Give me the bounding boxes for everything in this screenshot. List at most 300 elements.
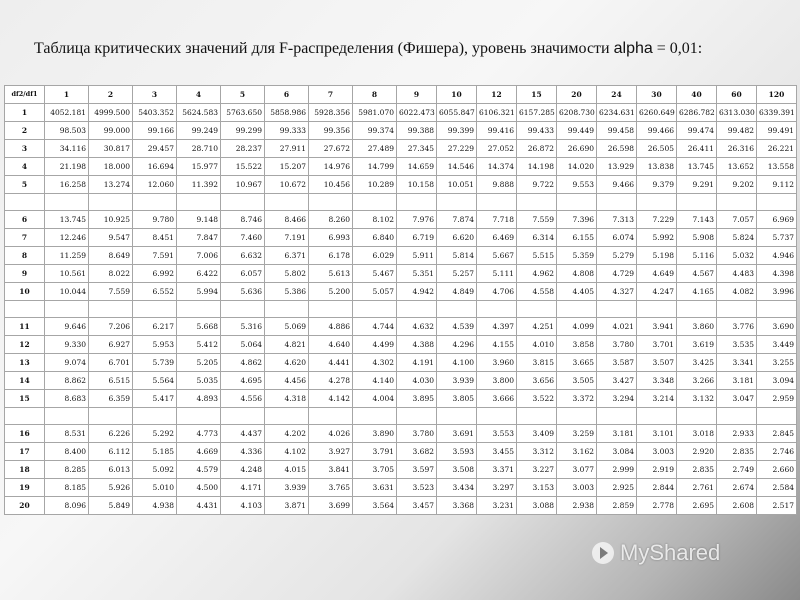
critical-value-cell: 5.636 — [221, 283, 265, 301]
critical-value-cell: 27.052 — [477, 140, 517, 158]
critical-value-cell: 4.251 — [517, 318, 557, 336]
group-separator — [5, 301, 797, 318]
critical-value-cell: 6.112 — [89, 443, 133, 461]
title-alpha: alpha — [613, 40, 653, 57]
critical-value-cell: 5.069 — [265, 318, 309, 336]
empty-cell — [221, 194, 265, 211]
critical-value-cell: 5.824 — [717, 229, 757, 247]
row-header: 5 — [5, 176, 45, 194]
critical-value-cell: 3.941 — [637, 318, 677, 336]
critical-value-cell: 3.535 — [717, 336, 757, 354]
empty-cell — [677, 408, 717, 425]
critical-value-cell: 9.291 — [677, 176, 717, 194]
critical-value-cell: 3.682 — [397, 443, 437, 461]
critical-value-cell: 3.077 — [557, 461, 597, 479]
critical-value-cell: 5.200 — [309, 283, 353, 301]
critical-value-cell: 2.999 — [597, 461, 637, 479]
critical-value-cell: 10.967 — [221, 176, 265, 194]
critical-value-cell: 6.217 — [133, 318, 177, 336]
critical-value-cell: 6.178 — [309, 247, 353, 265]
critical-value-cell: 6.552 — [133, 283, 177, 301]
critical-value-cell: 5.010 — [133, 479, 177, 497]
empty-cell — [597, 408, 637, 425]
f-distribution-table — [4, 85, 797, 515]
row-header: 13 — [5, 354, 45, 372]
table-row — [5, 354, 797, 372]
critical-value-cell: 3.409 — [517, 425, 557, 443]
critical-value-cell: 3.368 — [437, 497, 477, 515]
critical-value-cell: 9.330 — [45, 336, 89, 354]
critical-value-cell: 4.248 — [221, 461, 265, 479]
critical-value-cell: 3.266 — [677, 372, 717, 390]
critical-value-cell: 4.327 — [597, 283, 637, 301]
critical-value-cell: 14.020 — [557, 158, 597, 176]
critical-value-cell: 5.667 — [477, 247, 517, 265]
table-row — [5, 336, 797, 354]
critical-value-cell: 99.449 — [557, 122, 597, 140]
empty-cell — [557, 408, 597, 425]
critical-value-cell: 99.416 — [477, 122, 517, 140]
row-header: 2 — [5, 122, 45, 140]
critical-value-cell: 5.316 — [221, 318, 265, 336]
critical-value-cell: 6.226 — [89, 425, 133, 443]
column-header: 2 — [89, 86, 133, 104]
critical-value-cell: 4.669 — [177, 443, 221, 461]
empty-cell — [557, 194, 597, 211]
empty-cell — [397, 194, 437, 211]
table-row — [5, 211, 797, 229]
critical-value-cell: 5.564 — [133, 372, 177, 390]
critical-value-cell: 2.844 — [637, 479, 677, 497]
critical-value-cell: 9.466 — [597, 176, 637, 194]
critical-value-cell: 5.111 — [477, 265, 517, 283]
critical-value-cell: 4999.500 — [89, 104, 133, 122]
critical-value-cell: 2.920 — [677, 443, 717, 461]
critical-value-cell: 5.185 — [133, 443, 177, 461]
critical-value-cell: 5.198 — [637, 247, 677, 265]
critical-value-cell: 3.691 — [437, 425, 477, 443]
critical-value-cell: 2.761 — [677, 479, 717, 497]
critical-value-cell: 7.006 — [177, 247, 221, 265]
critical-value-cell: 7.874 — [437, 211, 477, 229]
corner-header: df2/df1 — [5, 86, 45, 104]
critical-value-cell: 3.181 — [717, 372, 757, 390]
critical-value-cell: 9.379 — [637, 176, 677, 194]
critical-value-cell: 3.231 — [477, 497, 517, 515]
critical-value-cell: 5.994 — [177, 283, 221, 301]
row-header: 18 — [5, 461, 45, 479]
critical-value-cell: 4.946 — [757, 247, 797, 265]
empty-cell — [265, 301, 309, 318]
critical-value-cell: 4.247 — [637, 283, 677, 301]
critical-value-cell: 5.737 — [757, 229, 797, 247]
critical-value-cell: 21.198 — [45, 158, 89, 176]
critical-value-cell: 9.112 — [757, 176, 797, 194]
critical-value-cell: 3.132 — [677, 390, 717, 408]
critical-value-cell: 13.558 — [757, 158, 797, 176]
row-header: 8 — [5, 247, 45, 265]
critical-value-cell: 5.032 — [717, 247, 757, 265]
critical-value-cell: 98.503 — [45, 122, 89, 140]
critical-value-cell: 14.799 — [353, 158, 397, 176]
critical-value-cell: 4.649 — [637, 265, 677, 283]
critical-value-cell: 99.299 — [221, 122, 265, 140]
critical-value-cell: 6208.730 — [557, 104, 597, 122]
empty-cell — [309, 194, 353, 211]
critical-value-cell: 26.411 — [677, 140, 717, 158]
critical-value-cell: 6.314 — [517, 229, 557, 247]
critical-value-cell: 10.925 — [89, 211, 133, 229]
column-header: 15 — [517, 86, 557, 104]
critical-value-cell: 14.198 — [517, 158, 557, 176]
critical-value-cell: 4.165 — [677, 283, 717, 301]
critical-value-cell: 8.451 — [133, 229, 177, 247]
critical-value-cell: 3.522 — [517, 390, 557, 408]
critical-value-cell: 3.895 — [397, 390, 437, 408]
critical-value-cell: 3.871 — [265, 497, 309, 515]
column-header: 3 — [133, 86, 177, 104]
critical-value-cell: 2.959 — [757, 390, 797, 408]
critical-value-cell: 6.013 — [89, 461, 133, 479]
empty-cell — [517, 408, 557, 425]
critical-value-cell: 4.431 — [177, 497, 221, 515]
critical-value-cell: 3.705 — [353, 461, 397, 479]
critical-value-cell: 6.515 — [89, 372, 133, 390]
critical-value-cell: 99.166 — [133, 122, 177, 140]
critical-value-cell: 4.171 — [221, 479, 265, 497]
row-header: 17 — [5, 443, 45, 461]
critical-value-cell: 3.341 — [717, 354, 757, 372]
empty-cell — [757, 408, 797, 425]
critical-value-cell: 4.388 — [397, 336, 437, 354]
critical-value-cell: 2.938 — [557, 497, 597, 515]
critical-value-cell: 8.683 — [45, 390, 89, 408]
table-row — [5, 104, 797, 122]
table-row — [5, 247, 797, 265]
critical-value-cell: 3.505 — [557, 372, 597, 390]
critical-value-cell: 5.257 — [437, 265, 477, 283]
critical-value-cell: 4.336 — [221, 443, 265, 461]
critical-value-cell: 3.449 — [757, 336, 797, 354]
critical-value-cell: 99.458 — [597, 122, 637, 140]
column-header: 20 — [557, 86, 597, 104]
critical-value-cell: 4.886 — [309, 318, 353, 336]
empty-cell — [637, 301, 677, 318]
critical-value-cell: 3.765 — [309, 479, 353, 497]
critical-value-cell: 27.489 — [353, 140, 397, 158]
critical-value-cell: 3.434 — [437, 479, 477, 497]
critical-value-cell: 7.191 — [265, 229, 309, 247]
critical-value-cell: 4.862 — [221, 354, 265, 372]
empty-cell — [517, 194, 557, 211]
empty-cell — [717, 408, 757, 425]
critical-value-cell: 99.399 — [437, 122, 477, 140]
critical-value-cell: 4.103 — [221, 497, 265, 515]
table-header-row — [5, 86, 797, 104]
play-icon — [592, 542, 614, 564]
critical-value-cell: 5.613 — [309, 265, 353, 283]
critical-value-cell: 4.773 — [177, 425, 221, 443]
critical-value-cell: 2.517 — [757, 497, 797, 515]
critical-value-cell: 6.632 — [221, 247, 265, 265]
empty-cell — [309, 301, 353, 318]
critical-value-cell: 3.101 — [637, 425, 677, 443]
critical-value-cell: 3.815 — [517, 354, 557, 372]
critical-value-cell: 10.289 — [353, 176, 397, 194]
critical-value-cell: 5.116 — [677, 247, 717, 265]
empty-cell — [45, 194, 89, 211]
critical-value-cell: 3.858 — [557, 336, 597, 354]
row-header: 14 — [5, 372, 45, 390]
critical-value-cell: 6106.321 — [477, 104, 517, 122]
critical-value-cell: 6.969 — [757, 211, 797, 229]
critical-value-cell: 3.960 — [477, 354, 517, 372]
critical-value-cell: 29.457 — [133, 140, 177, 158]
row-header: 19 — [5, 479, 45, 497]
empty-cell — [89, 194, 133, 211]
critical-value-cell: 4.155 — [477, 336, 517, 354]
critical-value-cell: 99.333 — [265, 122, 309, 140]
critical-value-cell: 3.690 — [757, 318, 797, 336]
critical-value-cell: 6.620 — [437, 229, 477, 247]
critical-value-cell: 16.258 — [45, 176, 89, 194]
critical-value-cell: 6234.631 — [597, 104, 637, 122]
critical-value-cell: 4.142 — [309, 390, 353, 408]
table-row — [5, 265, 797, 283]
empty-cell — [517, 301, 557, 318]
critical-value-cell: 4.500 — [177, 479, 221, 497]
empty-cell — [397, 301, 437, 318]
row-header: 16 — [5, 425, 45, 443]
critical-value-cell: 6.993 — [309, 229, 353, 247]
empty-cell — [597, 301, 637, 318]
critical-value-cell: 3.791 — [353, 443, 397, 461]
critical-value-cell: 6157.285 — [517, 104, 557, 122]
critical-value-cell: 5981.070 — [353, 104, 397, 122]
title-suffix: = 0,01: — [652, 40, 703, 57]
critical-value-cell: 4.296 — [437, 336, 477, 354]
critical-value-cell: 8.185 — [45, 479, 89, 497]
empty-cell — [265, 408, 309, 425]
critical-value-cell: 2.835 — [677, 461, 717, 479]
critical-value-cell: 6.422 — [177, 265, 221, 283]
critical-value-cell: 12.246 — [45, 229, 89, 247]
critical-value-cell: 2.749 — [717, 461, 757, 479]
critical-value-cell: 2.845 — [757, 425, 797, 443]
critical-value-cell: 4.437 — [221, 425, 265, 443]
critical-value-cell: 26.872 — [517, 140, 557, 158]
critical-value-cell: 6.359 — [89, 390, 133, 408]
row-header: 7 — [5, 229, 45, 247]
row-header: 20 — [5, 497, 45, 515]
critical-value-cell: 13.274 — [89, 176, 133, 194]
critical-value-cell: 28.710 — [177, 140, 221, 158]
critical-value-cell: 5858.986 — [265, 104, 309, 122]
critical-value-cell: 34.116 — [45, 140, 89, 158]
critical-value-cell: 3.619 — [677, 336, 717, 354]
empty-cell — [437, 194, 477, 211]
critical-value-cell: 3.800 — [477, 372, 517, 390]
critical-value-cell: 5.802 — [265, 265, 309, 283]
critical-value-cell: 3.656 — [517, 372, 557, 390]
critical-value-cell: 3.255 — [757, 354, 797, 372]
critical-value-cell: 9.646 — [45, 318, 89, 336]
critical-value-cell: 3.666 — [477, 390, 517, 408]
critical-value-cell: 3.597 — [397, 461, 437, 479]
critical-value-cell: 99.249 — [177, 122, 221, 140]
empty-cell — [477, 194, 517, 211]
column-header: 30 — [637, 86, 677, 104]
row-header: 6 — [5, 211, 45, 229]
critical-value-cell: 4.398 — [757, 265, 797, 283]
column-header: 40 — [677, 86, 717, 104]
empty-cell — [637, 408, 677, 425]
critical-value-cell: 5.351 — [397, 265, 437, 283]
empty-cell — [717, 194, 757, 211]
empty-cell — [677, 301, 717, 318]
critical-value-cell: 8.400 — [45, 443, 89, 461]
critical-value-cell: 8.466 — [265, 211, 309, 229]
empty-cell — [353, 408, 397, 425]
critical-value-cell: 4.558 — [517, 283, 557, 301]
critical-value-cell: 9.547 — [89, 229, 133, 247]
critical-value-cell: 7.591 — [133, 247, 177, 265]
critical-value-cell: 13.838 — [637, 158, 677, 176]
critical-value-cell: 2.608 — [717, 497, 757, 515]
critical-value-cell: 5.092 — [133, 461, 177, 479]
critical-value-cell: 5.926 — [89, 479, 133, 497]
critical-value-cell: 28.237 — [221, 140, 265, 158]
empty-cell — [5, 194, 45, 211]
critical-value-cell: 3.890 — [353, 425, 397, 443]
critical-value-cell: 4.397 — [477, 318, 517, 336]
table-row — [5, 140, 797, 158]
critical-value-cell: 4.539 — [437, 318, 477, 336]
critical-value-cell: 26.598 — [597, 140, 637, 158]
critical-value-cell: 5.412 — [177, 336, 221, 354]
critical-value-cell: 5.064 — [221, 336, 265, 354]
critical-value-cell: 4.632 — [397, 318, 437, 336]
critical-value-cell: 4.441 — [309, 354, 353, 372]
critical-value-cell: 26.505 — [637, 140, 677, 158]
critical-value-cell: 7.460 — [221, 229, 265, 247]
critical-value-cell: 99.433 — [517, 122, 557, 140]
critical-value-cell: 7.313 — [597, 211, 637, 229]
critical-value-cell: 16.694 — [133, 158, 177, 176]
critical-value-cell: 3.780 — [597, 336, 637, 354]
critical-value-cell: 7.396 — [557, 211, 597, 229]
critical-value-cell: 4.962 — [517, 265, 557, 283]
empty-cell — [757, 301, 797, 318]
critical-value-cell: 4.318 — [265, 390, 309, 408]
critical-value-cell: 6.469 — [477, 229, 517, 247]
page-title — [34, 40, 794, 58]
empty-cell — [221, 301, 265, 318]
critical-value-cell: 6055.847 — [437, 104, 477, 122]
critical-value-cell: 4.849 — [437, 283, 477, 301]
critical-value-cell: 4.405 — [557, 283, 597, 301]
critical-value-cell: 14.546 — [437, 158, 477, 176]
empty-cell — [45, 301, 89, 318]
critical-value-cell: 99.482 — [717, 122, 757, 140]
empty-cell — [177, 408, 221, 425]
critical-value-cell: 4.102 — [265, 443, 309, 461]
empty-cell — [309, 408, 353, 425]
critical-value-cell: 4.567 — [677, 265, 717, 283]
row-header: 1 — [5, 104, 45, 122]
critical-value-cell: 9.888 — [477, 176, 517, 194]
critical-value-cell: 10.051 — [437, 176, 477, 194]
critical-value-cell: 3.455 — [477, 443, 517, 461]
critical-value-cell: 3.214 — [637, 390, 677, 408]
critical-value-cell: 5.668 — [177, 318, 221, 336]
empty-cell — [717, 301, 757, 318]
empty-cell — [45, 408, 89, 425]
row-header: 11 — [5, 318, 45, 336]
critical-value-cell: 5.515 — [517, 247, 557, 265]
critical-value-cell: 3.508 — [437, 461, 477, 479]
critical-value-cell: 7.718 — [477, 211, 517, 229]
watermark — [592, 540, 720, 566]
critical-value-cell: 8.022 — [89, 265, 133, 283]
critical-value-cell: 4.082 — [717, 283, 757, 301]
empty-cell — [133, 194, 177, 211]
row-header: 15 — [5, 390, 45, 408]
empty-cell — [437, 408, 477, 425]
critical-value-cell: 3.564 — [353, 497, 397, 515]
critical-value-cell: 27.672 — [309, 140, 353, 158]
row-header: 4 — [5, 158, 45, 176]
critical-value-cell: 26.690 — [557, 140, 597, 158]
critical-value-cell: 8.285 — [45, 461, 89, 479]
critical-value-cell: 6.840 — [353, 229, 397, 247]
critical-value-cell: 3.927 — [309, 443, 353, 461]
critical-value-cell: 3.047 — [717, 390, 757, 408]
critical-value-cell: 2.584 — [757, 479, 797, 497]
critical-value-cell: 5.205 — [177, 354, 221, 372]
critical-value-cell: 3.003 — [557, 479, 597, 497]
critical-value-cell: 6.701 — [89, 354, 133, 372]
group-separator — [5, 408, 797, 425]
critical-value-cell: 6.074 — [597, 229, 637, 247]
row-header: 9 — [5, 265, 45, 283]
critical-value-cell: 3.776 — [717, 318, 757, 336]
critical-value-cell: 5403.352 — [133, 104, 177, 122]
critical-value-cell: 3.427 — [597, 372, 637, 390]
empty-cell — [5, 408, 45, 425]
critical-value-cell: 8.102 — [353, 211, 397, 229]
critical-value-cell: 5763.650 — [221, 104, 265, 122]
critical-value-cell: 99.491 — [757, 122, 797, 140]
critical-value-cell: 5.908 — [677, 229, 717, 247]
critical-value-cell: 2.925 — [597, 479, 637, 497]
critical-value-cell: 8.746 — [221, 211, 265, 229]
critical-value-cell: 3.294 — [597, 390, 637, 408]
critical-value-cell: 13.929 — [597, 158, 637, 176]
critical-value-cell: 6260.649 — [637, 104, 677, 122]
critical-value-cell: 5624.583 — [177, 104, 221, 122]
critical-value-cell: 5.814 — [437, 247, 477, 265]
critical-value-cell: 2.674 — [717, 479, 757, 497]
row-header: 3 — [5, 140, 45, 158]
critical-value-cell: 6.992 — [133, 265, 177, 283]
critical-value-cell: 3.425 — [677, 354, 717, 372]
critical-value-cell: 2.835 — [717, 443, 757, 461]
critical-value-cell: 27.345 — [397, 140, 437, 158]
critical-value-cell: 4.099 — [557, 318, 597, 336]
empty-cell — [397, 408, 437, 425]
critical-value-cell: 5.359 — [557, 247, 597, 265]
